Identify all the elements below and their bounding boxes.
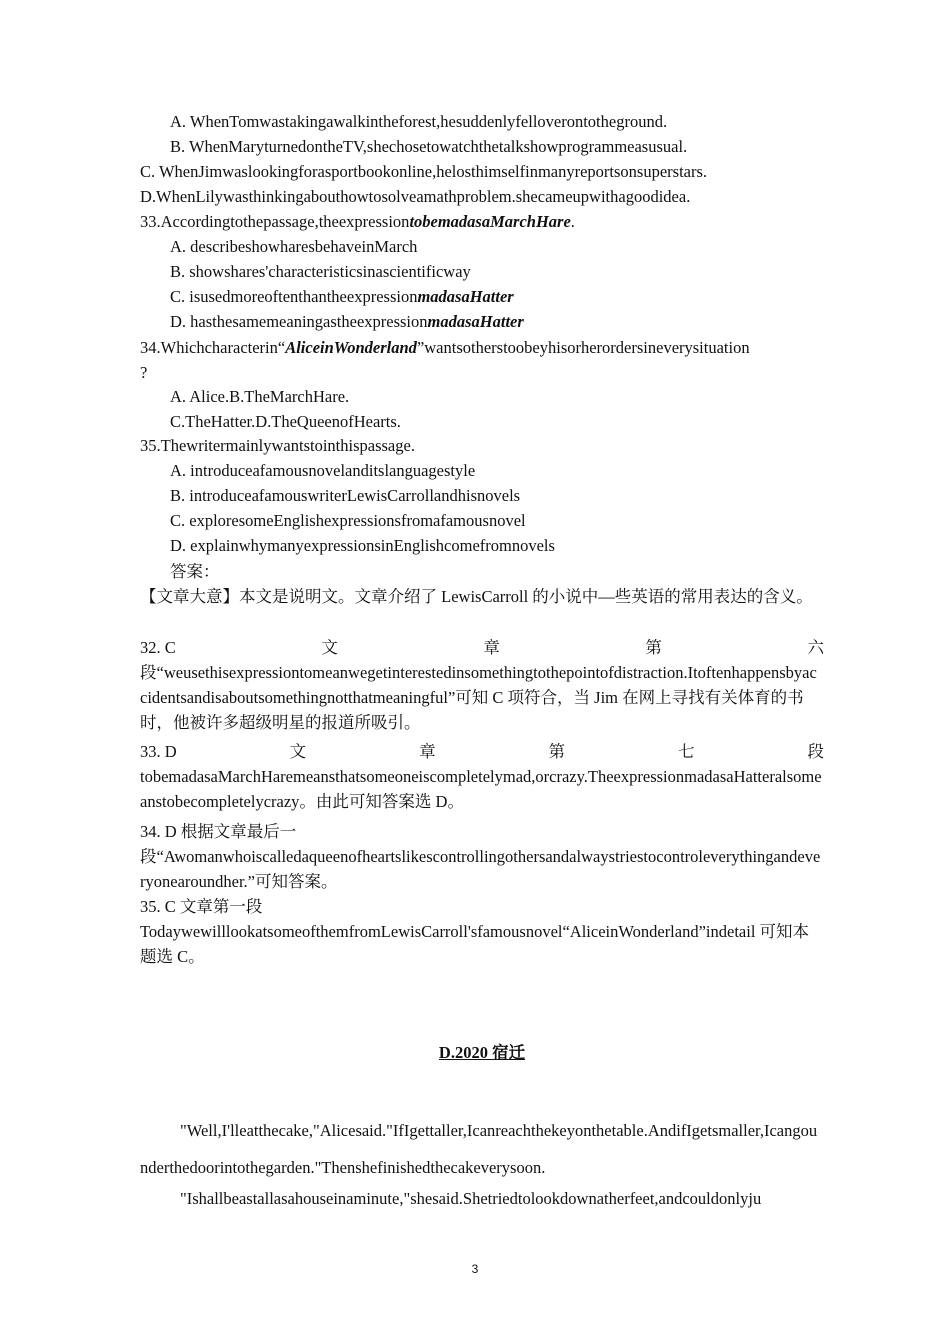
answer-32-head (140, 635, 824, 660)
passage-paragraph-1: "Well,I'lleatthecake,"Alicesaid."IfIgettaller,Icanreachthekeyonthetable.AndifIgetsmaller,Icangounderthedoorintothegarden."Thenshefinishedthecakeverysoon. (140, 1121, 818, 1177)
option-34-ab: A. Alice.B.TheMarchHare. (170, 387, 350, 406)
answer-33-word: 章 (419, 742, 436, 761)
question-33 (140, 209, 824, 234)
option-33-c-text: C. isusedmoreoftenthantheexpression (170, 287, 418, 306)
article-summary: 【文章大意】本文是说明文。文章介绍了 LewisCarroll 的小说中—些英语的常用表达的含义。 (140, 587, 813, 606)
question-33-phrase: tobemadasaMarchHare (409, 212, 571, 231)
passage-paragraph-2: "Ishallbeastallasahouseinaminute,"shesaid.Shetriedtolookdownatherfeet,andcouldonlyju (180, 1189, 762, 1208)
page-number: 3 (471, 1262, 479, 1276)
option-33-b: B. showshares'characteristicsinascientificway (170, 262, 471, 281)
option-33-d-text: D. hasthesamemeaningastheexpression (170, 312, 428, 331)
question-34-phrase: AliceinWonderland (285, 338, 417, 357)
question-34 (140, 335, 824, 360)
answer-34-explanation: 段“Awomanwhoiscalledaqueenofheartslikescontrollingothersandalwaystriestocontroleverythingandeveryonearoundher.”可知答案。 (140, 847, 821, 891)
option-32-b: B. WhenMaryturnedontheTV,shechosetowatchthetalkshowprogrammeasusual. (170, 137, 688, 156)
option-33-c-phrase: madasaHatter (417, 287, 514, 306)
answer-33-explanation: tobemadasaMarchHaremeansthatsomeoneiscompletelymad,orcrazy.TheexpressionmadasaHatteralsomeanstobecompletelycrazy。由此可知答案选 D。 (140, 767, 822, 811)
option-35-c: C. exploresomeEnglishexpressionsfromafamousnovel (170, 511, 526, 530)
option-35-b: B. introduceafamouswriterLewisCarrollandhisnovels (170, 486, 521, 505)
question-35: 35.Thewritermainlywantstointhispassage. (140, 436, 415, 455)
answer-32-word: 六 (807, 638, 824, 657)
section-title (140, 1040, 824, 1065)
option-33-a: A. describeshowharesbehaveinMarch (170, 237, 418, 256)
answer-33-word: 文 (289, 742, 307, 761)
answer-34-head: 34. D 根据文章最后一 (140, 822, 297, 841)
answer-32-explanation: 段“weusethisexpressiontomeanwegetinterestedinsomethingtothepointofdistraction.Itoftenhappensbyaccidentsandisaboutsomethingnotthatmeaningful”可知 C 项符合，当 Jim 在网上寻找有关体育的书时，他被许多超级明星的报道所吸引。 (140, 663, 817, 732)
answer-label: 答案： (170, 562, 220, 581)
answer-32-word: 第 (645, 638, 662, 657)
question-34-pre: 34.Whichcharacterin“ (140, 338, 286, 357)
question-33-end: . (570, 212, 575, 231)
option-33-c (170, 284, 824, 309)
section-title-text: D.2020 宿迁 (438, 1043, 526, 1062)
answer-33-word: 七 (677, 742, 695, 761)
option-34-cd: C.TheHatter.D.TheQueenofHearts. (170, 412, 401, 431)
option-32-d: D.WhenLilywasthinkingabouthowtosolveamathproblem.shecameupwithagoodidea. (140, 187, 691, 206)
option-35-a: A. introduceafamousnovelanditslanguagestyle (170, 461, 476, 480)
question-34-continuation: ? (140, 363, 148, 382)
option-33-d-phrase: madasaHatter (427, 312, 524, 331)
answer-32-word: 文 (321, 638, 338, 657)
answer-33-head (140, 739, 824, 764)
answer-35-head: 35. C 文章第一段 (140, 897, 263, 916)
answer-33-word: 段 (807, 742, 824, 761)
option-35-d: D. explainwhymanyexpressionsinEnglishcomefromnovels (170, 536, 555, 555)
answer-32-word: 章 (483, 638, 500, 657)
answer-32-label: 32. C (140, 638, 176, 657)
question-34-post: ”wantsotherstoobeyhisorherordersineverysituation (416, 338, 750, 357)
answer-33-label: 33. D (140, 742, 177, 761)
option-32-c: C. WhenJimwaslookingforasportbookonline,helosthimselfinmanyreportsonsuperstars. (140, 162, 708, 181)
answer-35-explanation: TodaywewilllookatsomeofthemfromLewisCarroll'sfamousnovel“AliceinWonderland”indetail 可知本题选 C。 (140, 922, 810, 966)
question-33-text: 33.Accordingtothepassage,theexpression (140, 212, 410, 231)
option-32-a: A. WhenTomwastakingawalkintheforest,hesuddenlyfelloverontotheground. (170, 112, 668, 131)
answer-33-word: 第 (548, 742, 566, 761)
option-33-d (170, 309, 824, 334)
